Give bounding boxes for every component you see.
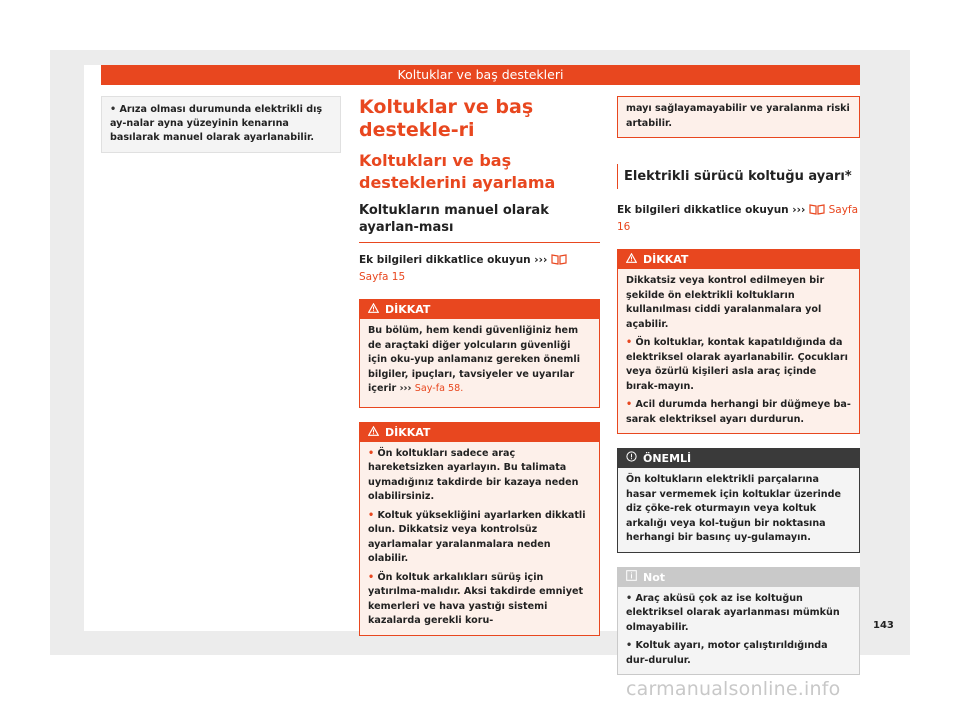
warning-header [360,300,599,319]
warning-body [618,97,859,137]
bullet-icon: • [110,104,117,115]
info-box [101,96,341,153]
note-box [617,567,860,676]
warning-box-3 [617,249,860,434]
section-header: Koltuklar ve baş destekleri [101,65,860,85]
bullet-icon: • [368,509,375,521]
warning-body [360,442,599,635]
bullet-icon: • [626,592,633,604]
section-heading: Koltukları ve baş desteklerini ayarlama [359,151,556,192]
intro-text: Ek bilgileri dikkatlice okuyun ››› [359,254,548,266]
column-2 [359,96,600,636]
subsection-heading: Koltukların manuel olarak ayarlan-ması [359,202,600,243]
bullet-icon: • [368,447,375,459]
page-link[interactable]: Say-fa 58. [414,383,464,394]
warning-triangle-icon [626,250,637,269]
list-item: • Araç aküsü çok az ise koltuğun elektriksel olarak ayarlanması mümkün olmayabilir. [626,592,840,633]
intro-paragraph [617,203,860,235]
info-square-icon [626,568,637,587]
intro-text: Ek bilgileri dikkatlice okuyun ››› [617,204,806,216]
page-link[interactable]: Sayfa 15 [359,271,406,283]
warning-text: Dikkatsiz veya kontrol edilmeyen bir şekilde ön elektrikli koltukların kullanılması ciddi yaralanmalara yol açabilir. [626,275,825,330]
notice-header [618,449,859,468]
list-item: • Acil durumda herhangi bir düğmeye ba-sarak elektriksel ayarı durdurun. [626,399,851,425]
bullet-icon: • [368,571,375,583]
note-header [618,568,859,587]
warning-body [618,269,859,433]
watermark: carmanualsonline.info [626,678,841,700]
warning-continued-text: mayı sağlayamayabilir ve yaralanma riski artabilir. [626,103,850,129]
column-1 [101,96,341,153]
bullet-icon: • [626,640,633,651]
warning-triangle-icon [368,423,379,442]
book-icon [809,204,825,220]
list-item: • Koltuk ayarı, motor çalıştırıldığında dur-durulur. [626,640,828,666]
subsection-heading: Elektrikli sürücü koltuğu ayarı* [617,164,860,189]
warning-header [360,423,599,442]
warning-box-1 [359,299,600,408]
list-item: • Ön koltuk arkalıkları sürüş için yatırılma-malıdır. Aksi takdirde emniyet kemerleri ve hava yastığı sistemi kazalarda gerekli koru- [368,571,584,626]
page-number: 143 [873,620,894,631]
bullet-icon: • [626,399,633,410]
notice-title: ÖNEMLİ [643,452,692,465]
list-item: • Ön koltukları sadece araç hareketsizken ayarlayın. Bu talimata uymadığınız takdirde bir kazaya neden olabilirsiniz. [368,447,579,502]
info-circle-icon [626,449,637,468]
notice-box [617,448,860,553]
list-item: • Koltuk yüksekliğini ayarlarken dikkatli olun. Dikkatsiz veya kontrolsüz ayarlamalar yaralanmalara neden olabilir. [368,509,586,564]
warning-continued-box [617,96,860,138]
notice-body [618,468,859,552]
page-link[interactable]: Sayfa 16 [617,204,859,233]
warning-box-2 [359,422,600,636]
bullet-icon: • [626,337,633,348]
note-body [618,587,859,675]
intro-paragraph [359,253,600,285]
warning-body [360,319,599,407]
main-heading: Koltuklar ve baş destekle-ri [359,96,534,141]
warning-header [618,250,859,269]
warning-title: DİKKAT [385,425,431,439]
list-item: • Ön koltuklar, kontak kapatıldığında da elektriksel olarak ayarlanabilir. Çocukları veya özürlü kişileri asla araç içinde bırak-mayın. [626,337,848,392]
info-text: Arıza olması durumunda elektrikli dış ay-nalar ayna yüzeyinin kenarına basılarak manuel olarak ayarlanabilir. [110,104,323,144]
warning-text: Bu bölüm, hem kendi güvenliğiniz hem de araçtaki diğer yolcuların güvenliği için oku-yup anlamanız gereken önemli bilgiler, ipuçları, tavsiyeler ve uyarılar içerir ››› [368,325,580,394]
book-icon [551,254,567,270]
warning-triangle-icon [368,300,379,319]
warning-title: DİKKAT [643,253,689,266]
warning-title: DİKKAT [385,303,431,316]
notice-text: Ön koltukların elektrikli parçalarına hasar vermemek için koltuklar üzerinde diz çöke-rek oturmayın veya koltuk arkalığı veya kol-tuğun bir noktasına herhangi bir basınç uy-gulamayın. [626,474,841,543]
column-3 [617,96,860,675]
note-title: Not [643,570,666,584]
